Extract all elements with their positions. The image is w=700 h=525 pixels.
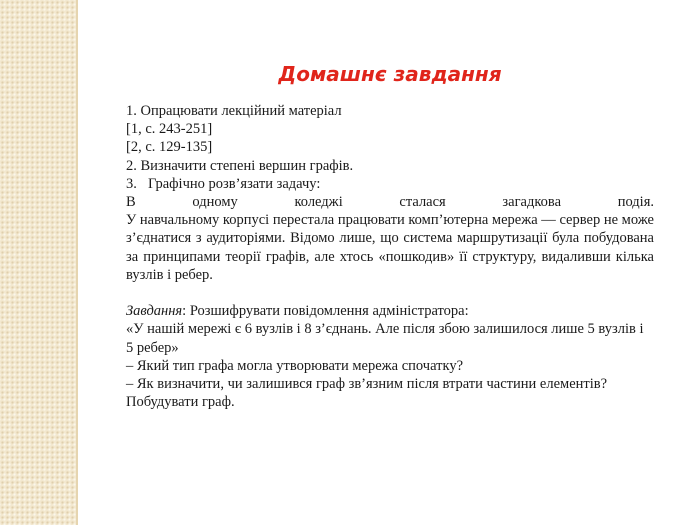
slide-title: Домашнє завдання (278, 62, 502, 86)
story-first-line: В одному коледжі сталася загадкова подія. (126, 194, 654, 211)
reference-1: [1, с. 243-251] (126, 121, 213, 138)
slide-content (126, 102, 654, 411)
decorative-side-band (0, 0, 76, 525)
question-1: – Який тип графа могла утворювати мережа спочатку? (126, 357, 464, 374)
assignment-label: Завдання (126, 303, 183, 320)
item-1: 1. Опрацювати лекційний матеріал (126, 103, 342, 119)
reference-2: [2, с. 129-135] (126, 139, 213, 156)
final-task: Побудувати граф. (126, 394, 235, 411)
item-3 (126, 175, 654, 193)
item-3-number: 3. (126, 175, 137, 192)
item-2: 2. Визначити степені вершин графів. (126, 157, 354, 174)
spacer (126, 284, 654, 302)
assignment-intro: : Розшифрувати повідомлення адміністратора: (182, 303, 469, 320)
assignment-line (126, 302, 654, 320)
question-2: – Як визначити, чи залишився граф зв’язним після втрати частини елементів? (126, 376, 608, 393)
item-3-text: Графічно розв’язати задачу: (148, 175, 321, 192)
admin-quote: «У нашій мережі є 6 вузлів і 8 з’єднань. Але після збою залишилося лише 5 вузлів і 5 ребер» (126, 321, 644, 356)
story-paragraph: У навчальному корпусі перестала працювати комп’ютерна мережа — сервер не може з’єднатися з аудиторіями. Відомо лише, що система маршрутизації була побудована за принципами теорії графів, але хтось «пошкодив» її структуру, видаливши кілька вузлів і ребер. (126, 212, 654, 283)
side-divider (76, 0, 78, 525)
